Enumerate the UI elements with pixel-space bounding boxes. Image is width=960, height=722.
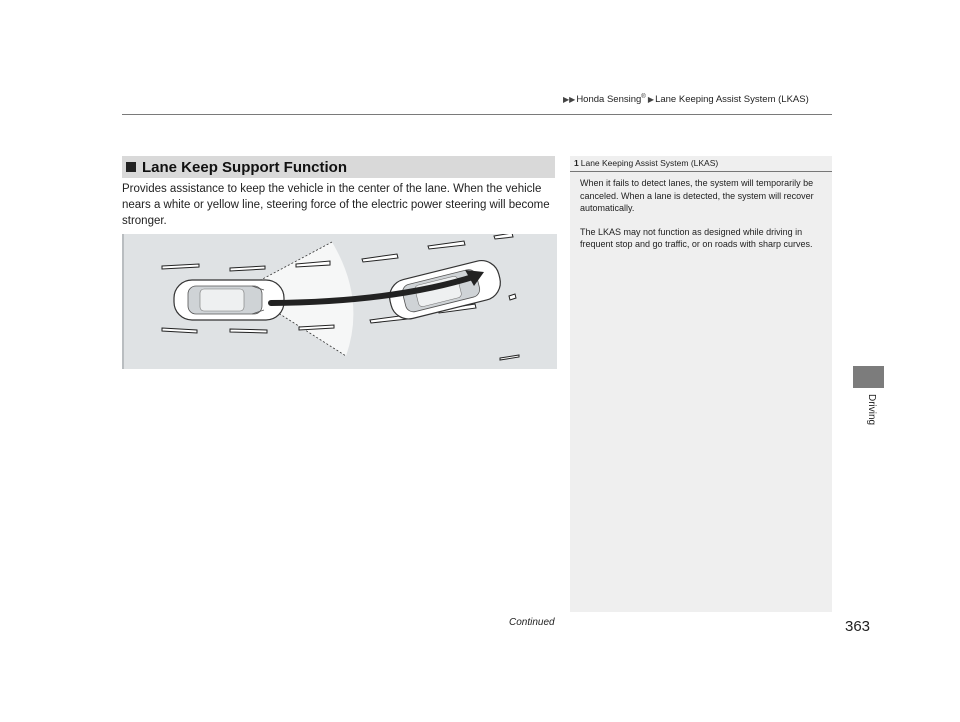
own-vehicle xyxy=(174,280,284,320)
note-heading xyxy=(570,156,832,172)
lane-mark xyxy=(162,264,199,269)
breadcrumb-lkas: Lane Keeping Assist System (LKAS) xyxy=(655,94,809,106)
note-sidebar xyxy=(570,156,832,612)
chapter-tab xyxy=(853,366,884,388)
lane-keep-illustration xyxy=(122,234,557,369)
lane-mark xyxy=(230,266,265,271)
lane-mark xyxy=(500,355,519,360)
note-number: 1 xyxy=(574,158,579,168)
lane-mark xyxy=(494,234,513,239)
triangle-right-icon: ▶▶ xyxy=(563,95,576,105)
lane-mark xyxy=(230,329,267,333)
section-body: Provides assistance to keep the vehicle in the center of the lane. When the vehicle nears a white or yellow line, steering force of the electric power steering will become stronger. xyxy=(122,183,550,227)
lane-mark xyxy=(362,254,398,262)
lane-mark xyxy=(162,328,197,333)
note-paragraph-1: When it fails to detect lanes, the system will temporarily be canceled. When a lane is detected, the system will recover automatically. xyxy=(580,178,814,213)
chapter-tab-label: Driving xyxy=(866,394,877,426)
lane-mark xyxy=(428,241,465,249)
note-title: Lane Keeping Assist System (LKAS) xyxy=(580,158,719,168)
lane-keep-diagram xyxy=(124,234,557,369)
square-bullet-icon xyxy=(126,162,136,172)
section-heading xyxy=(122,156,555,178)
header-rule xyxy=(122,114,832,115)
continued-label: Continued xyxy=(509,617,555,628)
registered-mark: ® xyxy=(641,94,646,100)
lane-mark xyxy=(509,294,516,300)
target-vehicle xyxy=(386,257,504,323)
breadcrumb-honda-sensing: Honda Sensing xyxy=(576,94,642,106)
section-title: Lane Keep Support Function xyxy=(142,158,347,176)
page-number: 363 xyxy=(845,618,871,635)
triangle-right-icon: ▶ xyxy=(645,95,655,105)
breadcrumb xyxy=(563,94,809,105)
note-paragraph-2: The LKAS may not function as designed while driving in frequent stop and go traffic, or on roads with sharp curves. xyxy=(580,226,813,249)
